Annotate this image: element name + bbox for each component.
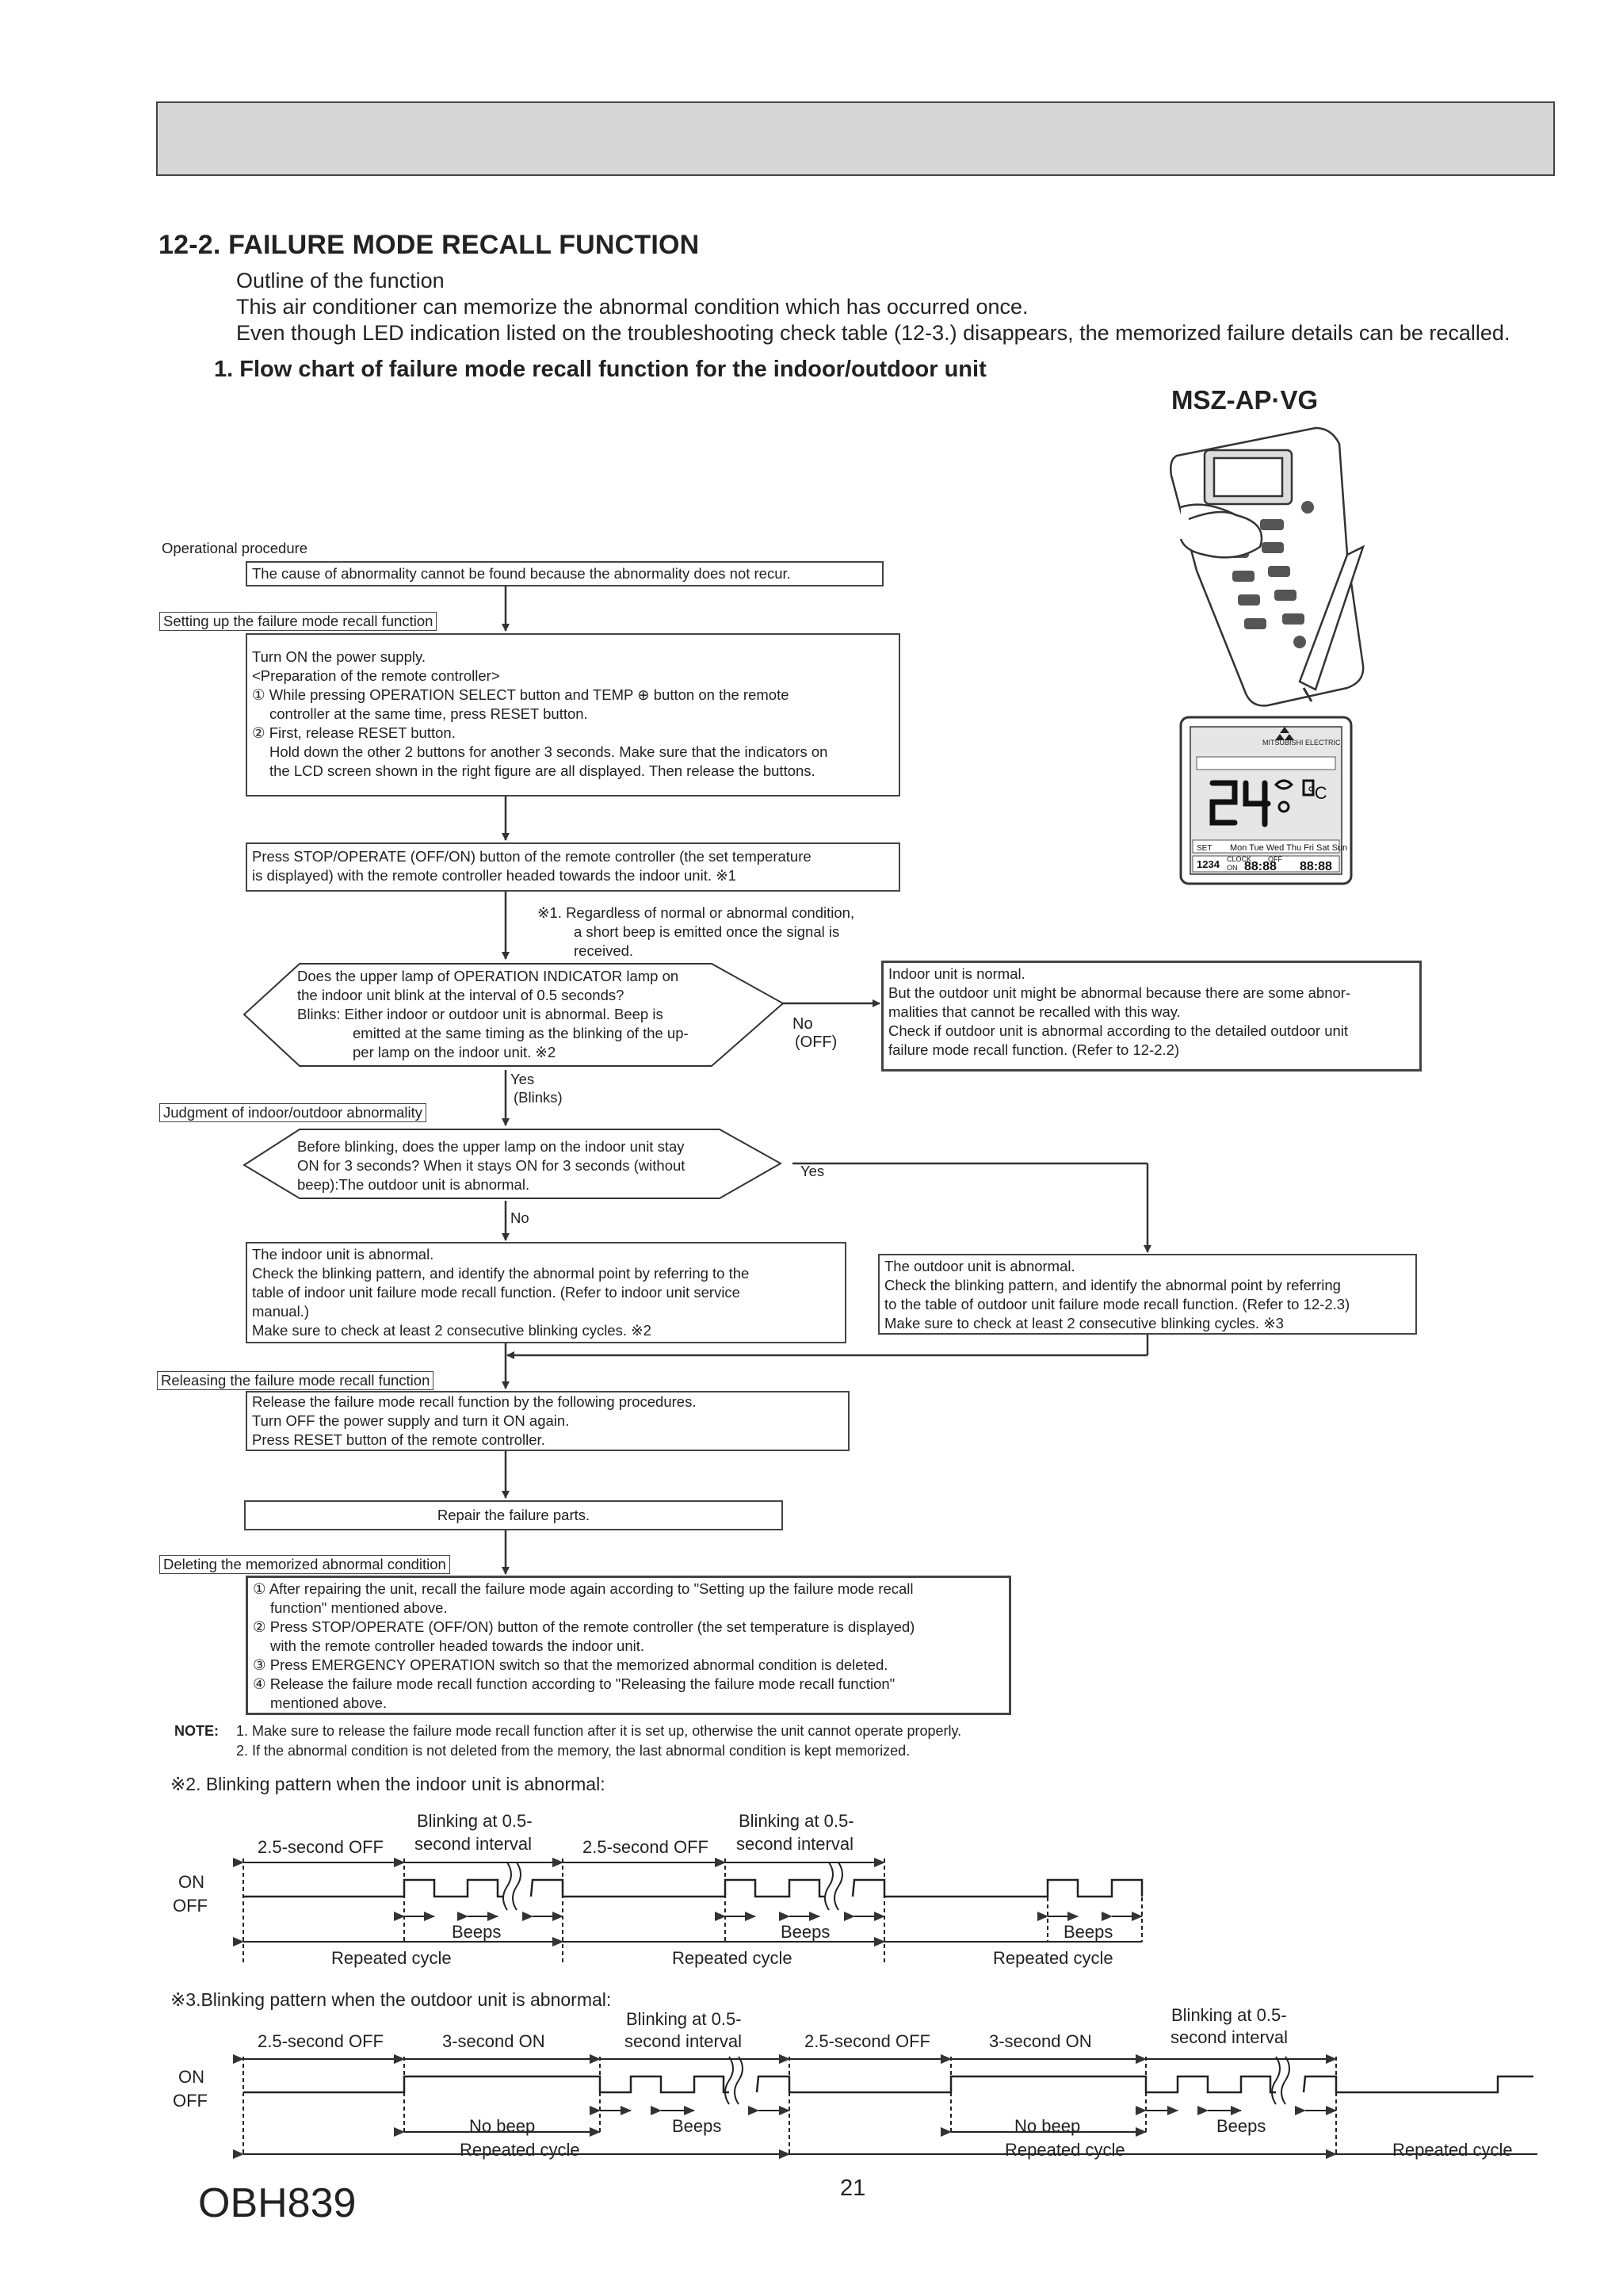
t1-off-25b: 2.5-second OFF	[582, 1837, 708, 1857]
indoor-abn-line: table of indoor unit failure mode recall function. (Refer to indoor unit service	[252, 1284, 740, 1301]
t1-blink-a-1: Blinking at 0.5-	[417, 1811, 533, 1831]
outdoor-abn-line: Make sure to check at least 2 consecutive blinking cycles. ※3	[884, 1315, 1284, 1331]
delete-line: ② Press STOP/OPERATE (OFF/ON) button of the remote controller (the set temperature is displayed)	[253, 1618, 915, 1635]
setup-line: ② First, release RESET button.	[252, 724, 456, 741]
t2-off: OFF	[173, 2091, 208, 2111]
setup-box	[246, 633, 900, 797]
t2-on-3-2: 3-second ON	[989, 2031, 1092, 2051]
indoor-abn-line: Make sure to check at least 2 consecutive blinking cycles. ※2	[252, 1322, 651, 1339]
lcd-days: Mon Tue Wed Thu Fri Sat Sun	[1230, 843, 1348, 853]
cause-box	[246, 561, 884, 586]
diamond2-line: Before blinking, does the upper lamp on the indoor unit stay	[297, 1138, 685, 1155]
intro-line-1: Outline of the function	[236, 269, 445, 292]
t2-repeated-1: Repeated cycle	[460, 2140, 580, 2160]
t2-blink-1a: Blinking at 0.5-	[626, 2009, 742, 2029]
yes-label: Yes	[510, 1071, 535, 1087]
no-indoor-label: No	[510, 1209, 529, 1226]
release-line: Press RESET button of the remote controller.	[252, 1431, 545, 1448]
delete-line: ③ Press EMERGENCY OPERATION switch so that the memorized abnormal condition is deleted.	[253, 1656, 888, 1673]
t1-blink-a-2: second interval	[414, 1834, 532, 1854]
note-line: 1. Make sure to release the failure mode recall function after it is set up, otherwise the unit cannot operate properly.	[236, 1723, 962, 1739]
t1-repeated-3: Repeated cycle	[993, 1948, 1113, 1968]
t1-beeps-1: Beeps	[452, 1922, 502, 1942]
press-line: is displayed) with the remote controller headed towards the indoor unit. ※1	[252, 867, 736, 884]
subsection-title: 1. Flow chart of failure mode recall function for the indoor/outdoor unit	[214, 357, 987, 382]
note1-line: a short beep is emitted once the signal is	[574, 923, 840, 940]
release-box	[246, 1391, 850, 1451]
t1-repeated-1: Repeated cycle	[331, 1948, 452, 1968]
t1-blink-b-2: second interval	[736, 1834, 854, 1854]
remote-controller-illustration	[1170, 428, 1363, 705]
off-label: (OFF)	[795, 1033, 838, 1051]
setup-line: Turn ON the power supply.	[252, 648, 426, 665]
press-line: Press STOP/OPERATE (OFF/ON) button of the remote controller (the set temperature	[252, 848, 812, 865]
page-number: 21	[840, 2176, 866, 2201]
repair-text: Repair the failure parts.	[437, 1507, 590, 1523]
timing2-title: ※3.Blinking pattern when the outdoor unit is abnormal:	[170, 1989, 612, 2010]
tag-release: Releasing the failure mode recall function	[157, 1371, 433, 1390]
t1-repeated-2: Repeated cycle	[672, 1948, 792, 1968]
setup-line: Hold down the other 2 buttons for another 3 seconds. Make sure that the indicators on	[269, 743, 828, 760]
doc-code: OBH839	[198, 2180, 357, 2226]
t2-no-beep-2: No beep	[1014, 2116, 1081, 2136]
delete-line: with the remote controller headed towards the indoor unit.	[270, 1637, 645, 1654]
yes-outdoor-label: Yes	[800, 1163, 825, 1179]
lcd-off: OFF	[1268, 855, 1282, 863]
outdoor-abn-line: Check the blinking pattern, and identify the abnormal point by referring	[884, 1277, 1341, 1293]
note-label: NOTE:	[174, 1723, 219, 1739]
setup-line: the LCD screen shown in the right figure are all displayed. Then release the buttons.	[269, 762, 815, 779]
tag-delete: Deleting the memorized abnormal condition	[159, 1555, 450, 1574]
cause-text: The cause of abnormality cannot be found because the abnormality does not recur.	[252, 565, 791, 582]
t1-beeps-2: Beeps	[781, 1922, 831, 1942]
t1-on: ON	[178, 1872, 204, 1892]
blinks-label: (Blinks)	[514, 1089, 563, 1106]
diamond1-line: per lamp on the indoor unit. ※2	[353, 1044, 556, 1060]
t2-beeps-2: Beeps	[1216, 2116, 1266, 2136]
delete-box	[246, 1576, 1011, 1715]
delete-line: function" mentioned above.	[270, 1599, 448, 1616]
setup-line: ① While pressing OPERATION SELECT button and TEMP ⊕ button on the remote	[252, 686, 789, 703]
indoor-abnormal-box	[246, 1242, 846, 1343]
t2-blink-1b: second interval	[624, 2031, 742, 2051]
lcd-unit: °C	[1308, 783, 1327, 803]
release-line: Turn OFF the power supply and turn it ON again.	[252, 1412, 570, 1429]
t2-no-beep-1: No beep	[469, 2116, 536, 2136]
diamond1-line: Blinks: Either indoor or outdoor unit is abnormal. Beep is	[297, 1006, 663, 1022]
lcd-time: 88:88	[1244, 860, 1277, 873]
t2-on: ON	[178, 2067, 204, 2087]
normal-line: But the outdoor unit might be abnormal because there are some abnor-	[888, 984, 1351, 1001]
no-label: No	[792, 1015, 813, 1033]
delete-line: ① After repairing the unit, recall the failure mode again according to "Setting up the failure mode recall	[253, 1580, 914, 1597]
lcd-brand: MITSUBISHI ELECTRIC	[1262, 739, 1341, 747]
delete-line: mentioned above.	[270, 1694, 388, 1711]
normal-line: Check if outdoor unit is abnormal according to the detailed outdoor unit	[888, 1022, 1349, 1039]
press-box	[246, 842, 900, 892]
outdoor-abnormal-box	[878, 1254, 1417, 1335]
lcd-on: ON	[1227, 864, 1238, 872]
diamond1-line: Does the upper lamp of OPERATION INDICATOR lamp on	[297, 968, 679, 984]
diamond1-line: the indoor unit blink at the interval of 0.5 seconds?	[297, 987, 624, 1003]
waveform-outdoor	[243, 2057, 1533, 2104]
waveform-indoor	[243, 1862, 1142, 1910]
normal-line: Indoor unit is normal.	[888, 965, 1025, 982]
lcd-time-2: 88:88	[1300, 860, 1332, 873]
note-line: 2. If the abnormal condition is not deleted from the memory, the last abnormal condition is kept memorized.	[236, 1743, 911, 1759]
lcd-set: SET	[1197, 844, 1212, 853]
outdoor-abn-line: The outdoor unit is abnormal.	[884, 1258, 1075, 1274]
diamond2-line: beep):The outdoor unit is abnormal.	[297, 1176, 530, 1193]
section-title: 12-2. FAILURE MODE RECALL FUNCTION	[158, 230, 700, 260]
indoor-normal-box	[881, 961, 1422, 1072]
dims-outdoor	[243, 2057, 1537, 2156]
t2-off-25-1: 2.5-second OFF	[258, 2031, 384, 2051]
intro-line-2: This air conditioner can memorize the abnormal condition which has occurred once.	[236, 295, 1029, 319]
release-line: Release the failure mode recall function by the following procedures.	[252, 1393, 697, 1410]
diamond1-line: emitted at the same timing as the blinking of the up-	[353, 1025, 689, 1041]
t2-repeated-3: Repeated cycle	[1392, 2140, 1513, 2160]
indoor-abn-line: Check the blinking pattern, and identify the abnormal point by referring to the	[252, 1265, 750, 1282]
note1-line: ※1. Regardless of normal or abnormal condition,	[537, 904, 855, 921]
normal-line: malities that cannot be recalled with this way.	[888, 1003, 1181, 1020]
tag-setup: Setting up the failure mode recall function	[159, 612, 437, 631]
normal-line: failure mode recall function. (Refer to 12-2.2)	[888, 1041, 1180, 1058]
delete-line: ④ Release the failure mode recall function according to "Releasing the failure mode recall function"	[253, 1675, 896, 1692]
t2-beeps-1: Beeps	[672, 2116, 722, 2136]
t2-blink-2a: Blinking at 0.5-	[1171, 2005, 1287, 2025]
model-name: MSZ-AP·VG	[1171, 385, 1319, 415]
setup-line: <Preparation of the remote controller>	[252, 667, 500, 684]
outdoor-abn-line: to the table of outdoor unit failure mode recall function. (Refer to 12-2.3)	[884, 1296, 1350, 1312]
setup-line: controller at the same time, press RESET button.	[269, 705, 588, 722]
intro-line-3: Even though LED indication listed on the troubleshooting check table (12-3.) disappears, the memorized failure details can be recalled.	[236, 321, 1510, 345]
indoor-abn-line: manual.)	[252, 1303, 309, 1320]
diamond2-line: ON for 3 seconds? When it stays ON for 3 seconds (without	[297, 1157, 685, 1174]
tag-judgment: Judgment of indoor/outdoor abnormality	[159, 1103, 426, 1122]
t2-off-25-2: 2.5-second OFF	[804, 2031, 930, 2051]
t2-repeated-2: Repeated cycle	[1005, 2140, 1125, 2160]
operational-procedure-label: Operational procedure	[162, 540, 308, 556]
t2-blink-2b: second interval	[1170, 2027, 1288, 2047]
t1-blink-b-1: Blinking at 0.5-	[739, 1811, 854, 1831]
lcd-clock: CLOCK	[1227, 855, 1252, 863]
note1-line: received.	[574, 942, 634, 959]
timing1-title: ※2. Blinking pattern when the indoor unit is abnormal:	[170, 1774, 605, 1794]
indoor-abn-line: The indoor unit is abnormal.	[252, 1246, 434, 1263]
repair-box	[244, 1500, 783, 1530]
t1-beeps-3: Beeps	[1064, 1922, 1113, 1942]
t2-on-3-1: 3-second ON	[442, 2031, 545, 2051]
t1-off-25a: 2.5-second OFF	[258, 1837, 384, 1857]
lcd-program: 1234	[1197, 858, 1220, 870]
t1-off: OFF	[173, 1896, 208, 1916]
